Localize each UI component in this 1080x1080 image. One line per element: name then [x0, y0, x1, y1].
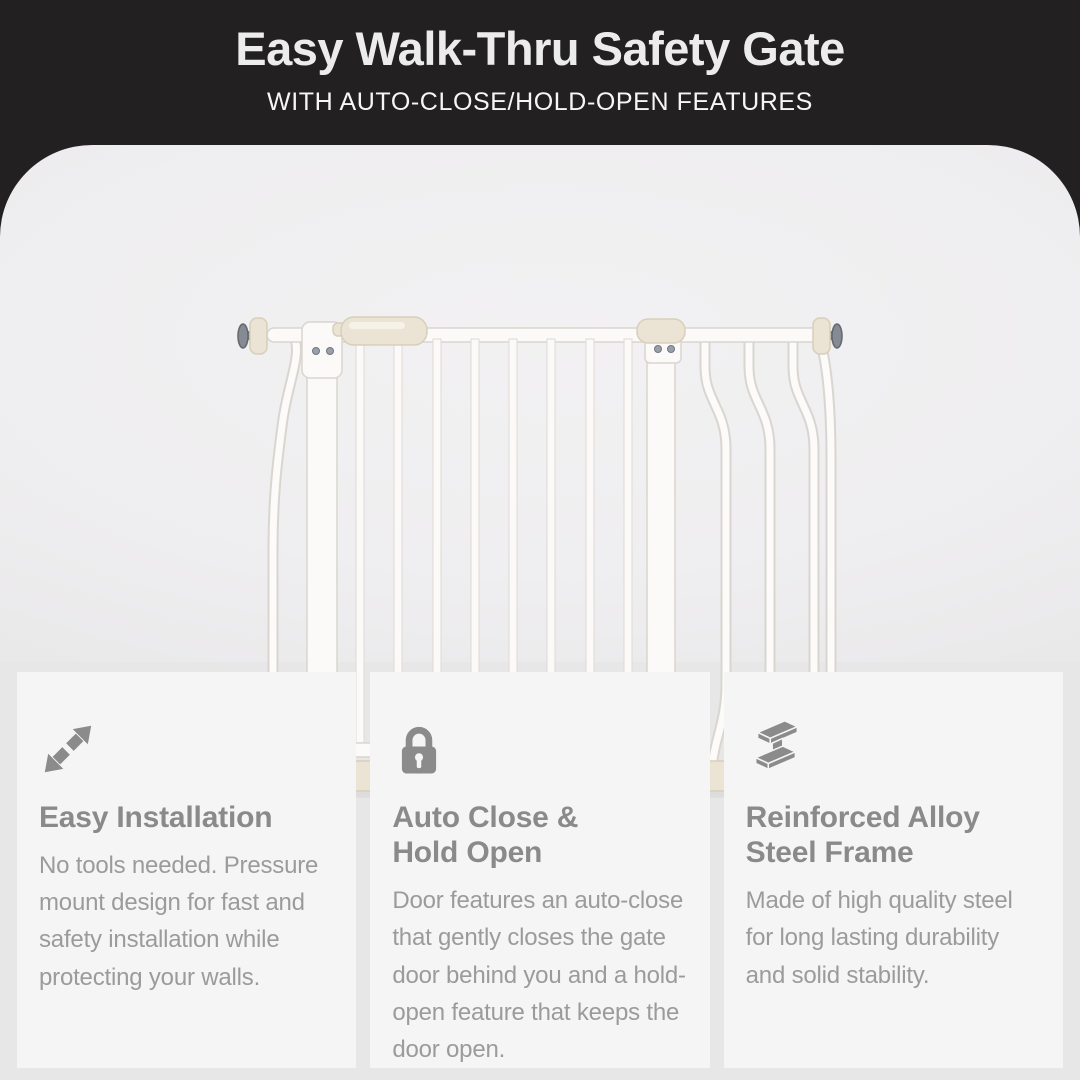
expand-arrows-icon: [39, 718, 336, 778]
page-subtitle: WITH AUTO-CLOSE/HOLD-OPEN FEATURES: [267, 88, 813, 116]
feature-title-line: Easy Installation: [39, 801, 273, 834]
feature-description: Door features an auto-close that gently closes the gate door behind you and a hold-open feature that keeps the door open.: [392, 887, 686, 1063]
feature-card-reinforced-steel-frame: [724, 672, 1063, 1068]
product-panel: [0, 145, 1080, 662]
steel-beam-icon: [746, 718, 1043, 778]
feature-title-line: Auto Close &: [392, 801, 579, 834]
feature-title: [39, 800, 336, 835]
feature-title: [392, 800, 689, 870]
features-section: [17, 672, 1063, 1062]
feature-title-line: Steel Frame: [745, 836, 914, 870]
feature-description: No tools needed. Pressure mount design for fast and safety installation while protecting your walls.: [39, 852, 319, 991]
feature-title-line: Reinforced Alloy: [745, 801, 980, 834]
page-title: Easy Walk-Thru Safety Gate: [235, 22, 845, 75]
padlock-icon: [392, 718, 689, 778]
feature-description: Made of high quality steel for long lasting durability and solid stability.: [745, 887, 1013, 989]
feature-title-line: Hold Open: [392, 836, 543, 870]
feature-card-auto-close-hold-open: [370, 672, 709, 1068]
feature-card-easy-installation: [17, 672, 356, 1068]
feature-title: [746, 800, 1043, 870]
